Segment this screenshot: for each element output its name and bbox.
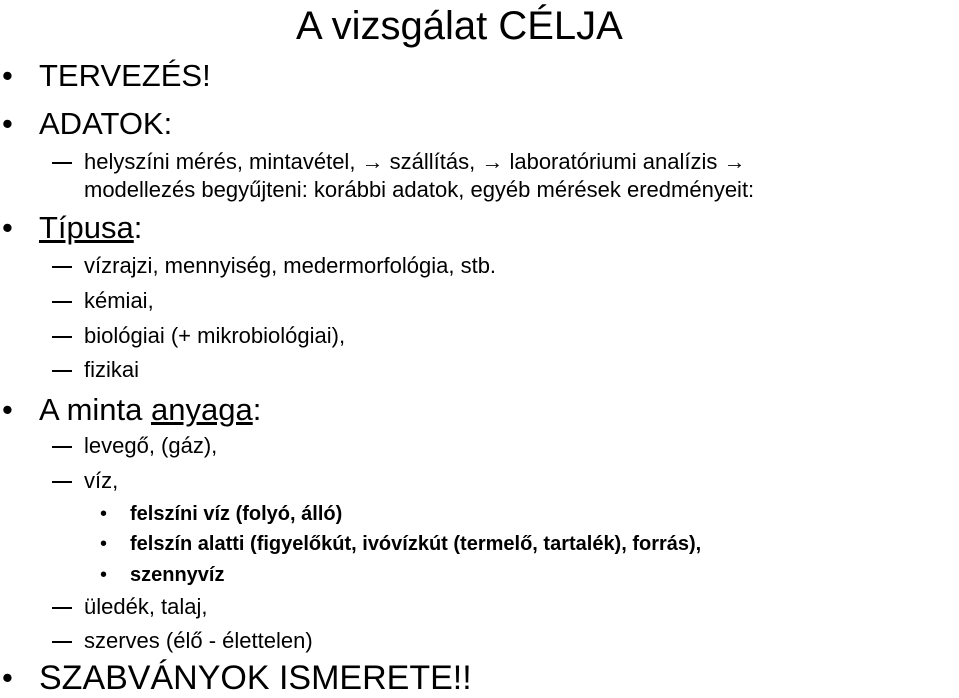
dash-icon <box>52 301 72 303</box>
sub-item-continuation: modellezés begyűjteni: korábbi adatok, egyéb mérések eredményeit: <box>84 177 755 202</box>
dash-icon <box>52 336 72 338</box>
tipusa-label: Típusa <box>39 210 134 245</box>
sub-item-text: vízrajzi, mennyiség, medermorfológia, stb. <box>84 253 497 278</box>
sub-sub-item-text: felszíni víz (folyó, álló) <box>130 503 343 525</box>
dash-icon <box>52 481 72 483</box>
bullet-text <box>39 658 472 698</box>
colon: : <box>133 210 143 245</box>
sub-item-text: szerves (élő - élettelen) <box>84 628 313 653</box>
bullet-icon: • <box>2 58 13 93</box>
bullet-icon: • <box>2 106 13 141</box>
anyaga-label: anyaga <box>151 392 253 427</box>
bullet-icon: • <box>100 533 108 555</box>
dash-icon <box>52 266 72 268</box>
bullet-icon: • <box>100 503 108 525</box>
szabvanyok-label: SZABVÁNYOK <box>39 659 270 697</box>
bullet-text <box>39 210 142 246</box>
sub-item-text: helyszíni mérés, mintavétel, → szállítás, → laboratóriumi analízis → <box>84 149 746 174</box>
bullet-icon: • <box>2 210 13 245</box>
ismerete-label: ISMERETE!! <box>269 659 472 697</box>
minta-prefix: A minta <box>39 392 151 427</box>
sub-item-text: üledék, talaj, <box>84 594 208 619</box>
bullet-icon: • <box>100 564 108 586</box>
bullet-icon: • <box>2 392 13 427</box>
sub-item-text: fizikai <box>84 357 140 382</box>
sub-item-text: biológiai (+ mikrobiológiai), <box>84 323 346 348</box>
bullet-text: ADATOK: <box>39 106 173 141</box>
dash-icon <box>52 641 72 643</box>
slide-title: A vizsgálat CÉLJA <box>296 4 623 48</box>
sub-sub-item-text: felszín alatti (figyelőkút, ivóvízkút (termelő, tartalék), forrás), <box>130 533 702 555</box>
dash-icon <box>52 162 72 164</box>
colon: : <box>252 392 262 427</box>
sub-item-text: levegő, (gáz), <box>84 433 218 458</box>
dash-icon <box>52 370 72 372</box>
bullet-text <box>39 392 261 428</box>
sub-sub-item-text: szennyvíz <box>130 564 225 586</box>
sub-item-text: kémiai, <box>84 288 154 313</box>
bullet-icon: • <box>2 660 13 695</box>
sub-item-text: víz, <box>84 468 119 493</box>
bullet-text: TERVEZÉS! <box>39 58 211 93</box>
dash-icon <box>52 607 72 609</box>
dash-icon <box>52 446 72 448</box>
